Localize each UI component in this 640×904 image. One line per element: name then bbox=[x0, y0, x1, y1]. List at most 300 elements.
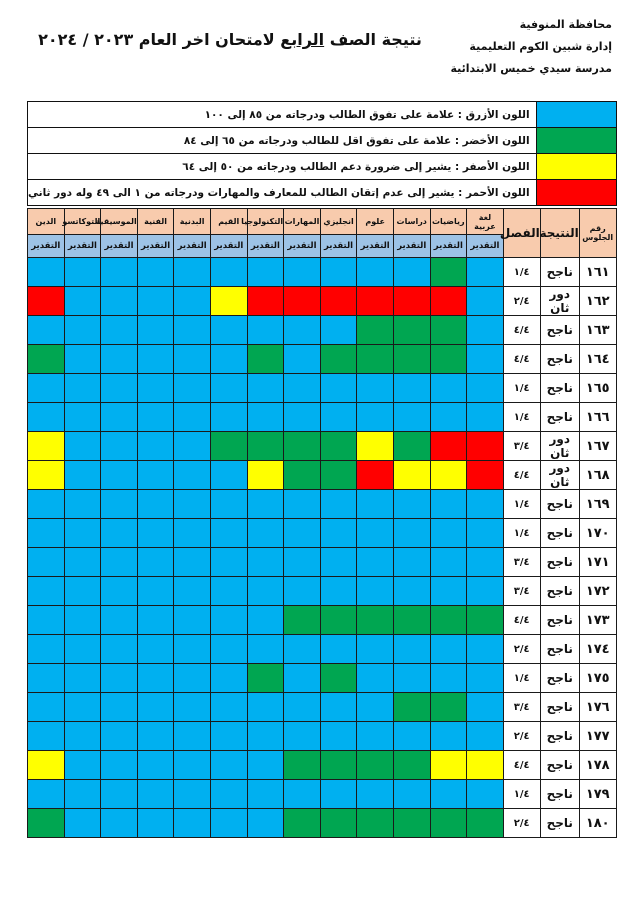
grade-cell bbox=[247, 722, 284, 751]
class-cell: ٣/٤ bbox=[503, 548, 540, 577]
grade-cell bbox=[320, 606, 357, 635]
grade-cell bbox=[320, 693, 357, 722]
grade-cell bbox=[174, 635, 211, 664]
grade-label: التقدير bbox=[101, 235, 138, 258]
grade-cell bbox=[28, 432, 65, 461]
result-cell: دور ثان bbox=[540, 432, 579, 461]
class-cell: ٣/٤ bbox=[503, 693, 540, 722]
grade-cell bbox=[284, 606, 321, 635]
grade-cell bbox=[357, 432, 394, 461]
title-grade: الرابع bbox=[280, 30, 325, 49]
legend-swatch-yellow bbox=[536, 154, 616, 180]
grade-cell bbox=[101, 635, 138, 664]
grade-cell bbox=[210, 664, 247, 693]
grade-cell bbox=[284, 432, 321, 461]
class-cell: ٤/٤ bbox=[503, 345, 540, 374]
school-name: مدرسة سيدي خميس الابتدائية bbox=[450, 62, 612, 75]
grade-cell bbox=[137, 258, 174, 287]
grade-cell bbox=[357, 577, 394, 606]
result-cell: ناجح bbox=[540, 490, 579, 519]
grade-cell bbox=[320, 316, 357, 345]
grade-cell bbox=[467, 606, 504, 635]
subject-header: الدين bbox=[28, 209, 65, 235]
grade-cell bbox=[284, 548, 321, 577]
grade-cell bbox=[467, 374, 504, 403]
seat-number-cell: ١٧٥ bbox=[579, 664, 616, 693]
grade-cell bbox=[64, 374, 101, 403]
grade-cell bbox=[357, 780, 394, 809]
seat-number-cell: ١٦٨ bbox=[579, 461, 616, 490]
table-row bbox=[28, 722, 617, 751]
grade-cell bbox=[174, 403, 211, 432]
grade-label: التقدير bbox=[320, 235, 357, 258]
grade-cell bbox=[64, 606, 101, 635]
grade-cell bbox=[247, 664, 284, 693]
grade-cell bbox=[357, 809, 394, 838]
grade-cell bbox=[28, 258, 65, 287]
grade-cell bbox=[101, 751, 138, 780]
grade-cell bbox=[357, 287, 394, 316]
grade-cell bbox=[430, 403, 467, 432]
grade-cell bbox=[467, 751, 504, 780]
subject-header: لغة عربية bbox=[467, 209, 504, 235]
grade-cell bbox=[467, 780, 504, 809]
grade-cell bbox=[393, 258, 430, 287]
grade-cell bbox=[247, 345, 284, 374]
result-cell: ناجح bbox=[540, 316, 579, 345]
table-row bbox=[28, 258, 617, 287]
grade-label: التقدير bbox=[137, 235, 174, 258]
grade-cell bbox=[467, 316, 504, 345]
grade-cell bbox=[284, 809, 321, 838]
grade-cell bbox=[430, 751, 467, 780]
grade-cell bbox=[210, 606, 247, 635]
grade-cell bbox=[467, 722, 504, 751]
grade-cell bbox=[64, 403, 101, 432]
subject-header-row bbox=[28, 209, 617, 235]
grade-cell bbox=[467, 664, 504, 693]
table-row bbox=[28, 809, 617, 838]
grade-cell bbox=[320, 345, 357, 374]
seat-number-cell: ١٦٦ bbox=[579, 403, 616, 432]
seat-number-cell: ١٦٣ bbox=[579, 316, 616, 345]
grade-cell bbox=[101, 722, 138, 751]
color-legend bbox=[27, 101, 617, 206]
grade-cell bbox=[210, 519, 247, 548]
grade-cell bbox=[247, 693, 284, 722]
class-cell: ٤/٤ bbox=[503, 606, 540, 635]
legend-swatch-blue bbox=[536, 102, 616, 128]
grade-cell bbox=[430, 780, 467, 809]
grade-cell bbox=[430, 461, 467, 490]
seat-number-cell: ١٦٧ bbox=[579, 432, 616, 461]
grade-cell bbox=[174, 809, 211, 838]
table-row bbox=[28, 548, 617, 577]
grade-cell bbox=[430, 316, 467, 345]
grade-cell bbox=[284, 374, 321, 403]
grade-cell bbox=[320, 461, 357, 490]
result-cell: ناجح bbox=[540, 693, 579, 722]
grade-cell bbox=[467, 635, 504, 664]
grade-cell bbox=[320, 490, 357, 519]
grade-cell bbox=[467, 345, 504, 374]
grade-cell bbox=[430, 548, 467, 577]
seat-number-cell: ١٧٨ bbox=[579, 751, 616, 780]
grade-cell bbox=[210, 809, 247, 838]
grade-cell bbox=[247, 374, 284, 403]
grade-cell bbox=[137, 403, 174, 432]
grade-cell bbox=[210, 751, 247, 780]
grade-cell bbox=[28, 490, 65, 519]
grade-cell bbox=[320, 809, 357, 838]
seat-number-cell: ١٨٠ bbox=[579, 809, 616, 838]
grade-cell bbox=[64, 751, 101, 780]
grade-cell bbox=[101, 693, 138, 722]
result-cell: ناجح bbox=[540, 374, 579, 403]
grade-cell bbox=[174, 722, 211, 751]
grade-cell bbox=[430, 635, 467, 664]
grade-cell bbox=[393, 722, 430, 751]
class-cell: ١/٤ bbox=[503, 374, 540, 403]
class-cell: ٢/٤ bbox=[503, 809, 540, 838]
result-cell: ناجح bbox=[540, 809, 579, 838]
grade-cell bbox=[357, 519, 394, 548]
seat-number-cell: ١٦٩ bbox=[579, 490, 616, 519]
grade-cell bbox=[174, 345, 211, 374]
grade-cell bbox=[393, 577, 430, 606]
grade-cell bbox=[101, 577, 138, 606]
grade-cell bbox=[210, 345, 247, 374]
grade-cell bbox=[101, 548, 138, 577]
grade-cell bbox=[64, 693, 101, 722]
grade-cell bbox=[28, 809, 65, 838]
grade-cell bbox=[64, 635, 101, 664]
grade-cell bbox=[320, 287, 357, 316]
grade-cell bbox=[101, 316, 138, 345]
grade-cell bbox=[393, 461, 430, 490]
grade-cell bbox=[28, 519, 65, 548]
table-row bbox=[28, 461, 617, 490]
grade-cell bbox=[137, 693, 174, 722]
seat-number-cell: ١٧٣ bbox=[579, 606, 616, 635]
grade-cell bbox=[430, 577, 467, 606]
grade-cell bbox=[393, 432, 430, 461]
seat-number-cell: ١٧٦ bbox=[579, 693, 616, 722]
class-cell: ٢/٤ bbox=[503, 287, 540, 316]
table-row bbox=[28, 403, 617, 432]
grade-cell bbox=[393, 780, 430, 809]
seat-number-cell: ١٦٢ bbox=[579, 287, 616, 316]
grade-cell bbox=[28, 606, 65, 635]
seat-number-cell: ١٦٥ bbox=[579, 374, 616, 403]
grade-cell bbox=[247, 316, 284, 345]
table-row bbox=[28, 780, 617, 809]
grade-cell bbox=[247, 490, 284, 519]
grade-cell bbox=[357, 316, 394, 345]
grade-cell bbox=[393, 490, 430, 519]
grade-cell bbox=[137, 287, 174, 316]
title-part-2: لامتحان اخر العام ٢٠٢٣ / ٢٠٢٤ bbox=[38, 30, 275, 49]
grade-cell bbox=[430, 345, 467, 374]
grade-cell bbox=[101, 258, 138, 287]
grade-cell bbox=[393, 809, 430, 838]
grade-cell bbox=[320, 258, 357, 287]
subject-header: المهارات bbox=[284, 209, 321, 235]
grade-cell bbox=[64, 432, 101, 461]
grade-cell bbox=[64, 780, 101, 809]
grade-cell bbox=[467, 693, 504, 722]
grade-cell bbox=[28, 780, 65, 809]
grade-cell bbox=[28, 751, 65, 780]
grade-cell bbox=[210, 374, 247, 403]
grade-cell bbox=[137, 519, 174, 548]
grade-cell bbox=[467, 490, 504, 519]
grade-cell bbox=[28, 403, 65, 432]
class-cell: ٢/٤ bbox=[503, 635, 540, 664]
grade-cell bbox=[284, 490, 321, 519]
grade-label: التقدير bbox=[393, 235, 430, 258]
result-cell: دور ثان bbox=[540, 287, 579, 316]
grade-cell bbox=[137, 664, 174, 693]
grade-cell bbox=[137, 722, 174, 751]
class-cell: ٤/٤ bbox=[503, 316, 540, 345]
subject-header: الفنية bbox=[137, 209, 174, 235]
table-row bbox=[28, 490, 617, 519]
grade-cell bbox=[28, 548, 65, 577]
grade-cell bbox=[357, 403, 394, 432]
grade-cell bbox=[320, 635, 357, 664]
seat-number-cell: ١٧٠ bbox=[579, 519, 616, 548]
grade-cell bbox=[357, 490, 394, 519]
grade-cell bbox=[430, 490, 467, 519]
grade-cell bbox=[64, 490, 101, 519]
table-row bbox=[28, 635, 617, 664]
grade-cell bbox=[174, 461, 211, 490]
grade-cell bbox=[210, 490, 247, 519]
grade-cell bbox=[320, 577, 357, 606]
result-cell: ناجح bbox=[540, 258, 579, 287]
grade-cell bbox=[357, 345, 394, 374]
grade-cell bbox=[320, 403, 357, 432]
grade-label: التقدير bbox=[247, 235, 284, 258]
grade-cell bbox=[137, 345, 174, 374]
grade-cell bbox=[357, 258, 394, 287]
table-row bbox=[28, 751, 617, 780]
grade-cell bbox=[64, 345, 101, 374]
grade-cell bbox=[137, 432, 174, 461]
legend-row bbox=[28, 102, 617, 128]
grade-cell bbox=[357, 751, 394, 780]
grade-cell bbox=[467, 577, 504, 606]
subject-header: الموسيقية bbox=[101, 209, 138, 235]
table-row bbox=[28, 664, 617, 693]
subject-header: التكنولوجيا bbox=[247, 209, 284, 235]
seat-number-cell: ١٧٩ bbox=[579, 780, 616, 809]
grade-cell bbox=[284, 751, 321, 780]
grade-cell bbox=[247, 548, 284, 577]
grade-cell bbox=[174, 432, 211, 461]
grade-cell bbox=[357, 693, 394, 722]
grade-cell bbox=[64, 519, 101, 548]
grade-cell bbox=[247, 606, 284, 635]
table-row bbox=[28, 345, 617, 374]
grade-cell bbox=[247, 403, 284, 432]
grade-cell bbox=[210, 287, 247, 316]
grade-cell bbox=[393, 548, 430, 577]
result-cell: ناجح bbox=[540, 664, 579, 693]
grade-cell bbox=[174, 258, 211, 287]
grade-cell bbox=[393, 635, 430, 664]
grade-cell bbox=[64, 316, 101, 345]
result-cell: ناجح bbox=[540, 577, 579, 606]
grade-cell bbox=[430, 374, 467, 403]
table-row bbox=[28, 432, 617, 461]
grade-cell bbox=[101, 519, 138, 548]
directorate-name: إدارة شبين الكوم التعليمية bbox=[469, 40, 612, 53]
subject-header: القيم bbox=[210, 209, 247, 235]
grade-cell bbox=[393, 693, 430, 722]
grade-cell bbox=[137, 316, 174, 345]
result-cell: ناجح bbox=[540, 548, 579, 577]
class-cell: ١/٤ bbox=[503, 780, 540, 809]
grade-cell bbox=[284, 780, 321, 809]
grade-cell bbox=[137, 461, 174, 490]
grade-cell bbox=[430, 432, 467, 461]
grade-cell bbox=[137, 751, 174, 780]
grade-cell bbox=[247, 287, 284, 316]
grade-cell bbox=[357, 548, 394, 577]
result-cell: ناجح bbox=[540, 751, 579, 780]
grade-cell bbox=[393, 345, 430, 374]
results-table bbox=[27, 208, 617, 838]
legend-row bbox=[28, 180, 617, 206]
grade-cell bbox=[393, 287, 430, 316]
grade-cell bbox=[210, 258, 247, 287]
grade-cell bbox=[101, 403, 138, 432]
grade-cell bbox=[28, 345, 65, 374]
grade-cell bbox=[320, 519, 357, 548]
grade-cell bbox=[467, 258, 504, 287]
grade-cell bbox=[284, 664, 321, 693]
grade-cell bbox=[430, 258, 467, 287]
seat-number-cell: ١٦٤ bbox=[579, 345, 616, 374]
seat-number-cell: ١٧١ bbox=[579, 548, 616, 577]
grade-cell bbox=[174, 751, 211, 780]
grade-cell bbox=[284, 345, 321, 374]
grade-cell bbox=[393, 316, 430, 345]
grade-cell bbox=[210, 780, 247, 809]
result-cell: ناجح bbox=[540, 345, 579, 374]
grade-cell bbox=[467, 548, 504, 577]
grade-cell bbox=[393, 519, 430, 548]
grade-cell bbox=[64, 548, 101, 577]
seat-number-header: رقم الجلوس bbox=[579, 209, 616, 258]
grade-cell bbox=[64, 258, 101, 287]
grade-cell bbox=[101, 461, 138, 490]
grade-cell bbox=[174, 664, 211, 693]
class-cell: ١/٤ bbox=[503, 403, 540, 432]
result-cell: ناجح bbox=[540, 780, 579, 809]
grade-cell bbox=[284, 693, 321, 722]
legend-text: اللون الأصفر : يشير إلى ضرورة دعم الطالب ودرجاته من ٥٠ إلى ٦٤ bbox=[28, 154, 537, 180]
grade-cell bbox=[64, 461, 101, 490]
subject-header: دراسات bbox=[393, 209, 430, 235]
class-cell: ٣/٤ bbox=[503, 432, 540, 461]
grade-cell bbox=[357, 374, 394, 403]
title-part-1: نتيجة الصف bbox=[329, 30, 422, 49]
class-cell: ١/٤ bbox=[503, 258, 540, 287]
grade-cell bbox=[137, 635, 174, 664]
grade-cell bbox=[284, 722, 321, 751]
table-row bbox=[28, 606, 617, 635]
grade-cell bbox=[101, 490, 138, 519]
grade-cell bbox=[430, 519, 467, 548]
grade-cell bbox=[320, 751, 357, 780]
grade-cell bbox=[210, 722, 247, 751]
seat-number-cell: ١٧٧ bbox=[579, 722, 616, 751]
grade-cell bbox=[467, 461, 504, 490]
grade-cell bbox=[357, 461, 394, 490]
grade-cell bbox=[430, 287, 467, 316]
grade-cell bbox=[247, 577, 284, 606]
grade-cell bbox=[28, 577, 65, 606]
grade-cell bbox=[210, 461, 247, 490]
grade-cell bbox=[247, 751, 284, 780]
grade-cell bbox=[320, 664, 357, 693]
grade-cell bbox=[247, 461, 284, 490]
grade-cell bbox=[467, 287, 504, 316]
grade-cell bbox=[174, 519, 211, 548]
grade-cell bbox=[101, 345, 138, 374]
grade-cell bbox=[137, 490, 174, 519]
grade-label: التقدير bbox=[430, 235, 467, 258]
grade-cell bbox=[174, 577, 211, 606]
grade-label: التقدير bbox=[467, 235, 504, 258]
grade-cell bbox=[284, 461, 321, 490]
grade-cell bbox=[247, 519, 284, 548]
subject-header: البدنية bbox=[174, 209, 211, 235]
grade-cell bbox=[393, 751, 430, 780]
grade-cell bbox=[320, 432, 357, 461]
grade-cell bbox=[247, 635, 284, 664]
grade-cell bbox=[284, 519, 321, 548]
grade-cell bbox=[28, 635, 65, 664]
school-header bbox=[450, 14, 612, 80]
table-row bbox=[28, 287, 617, 316]
subject-header: التوكاتسو bbox=[64, 209, 101, 235]
grade-cell bbox=[430, 664, 467, 693]
grade-cell bbox=[393, 374, 430, 403]
subject-header: انجليزي bbox=[320, 209, 357, 235]
legend-text: اللون الأحمر : يشير إلى عدم إتقان الطالب للمعارف والمهارات ودرجاته من ١ الى ٤٩ وله دور ثاني bbox=[28, 180, 537, 206]
grade-cell bbox=[320, 780, 357, 809]
grade-cell bbox=[28, 287, 65, 316]
table-row bbox=[28, 316, 617, 345]
class-header: الفصل bbox=[503, 209, 540, 258]
grade-cell bbox=[210, 432, 247, 461]
grade-cell bbox=[467, 519, 504, 548]
grade-cell bbox=[467, 809, 504, 838]
grade-cell bbox=[210, 577, 247, 606]
class-cell: ٢/٤ bbox=[503, 722, 540, 751]
grade-cell bbox=[467, 432, 504, 461]
grade-cell bbox=[28, 461, 65, 490]
subject-header: رياضيات bbox=[430, 209, 467, 235]
grade-cell bbox=[210, 403, 247, 432]
grade-cell bbox=[64, 664, 101, 693]
grade-cell bbox=[357, 664, 394, 693]
grade-cell bbox=[210, 548, 247, 577]
